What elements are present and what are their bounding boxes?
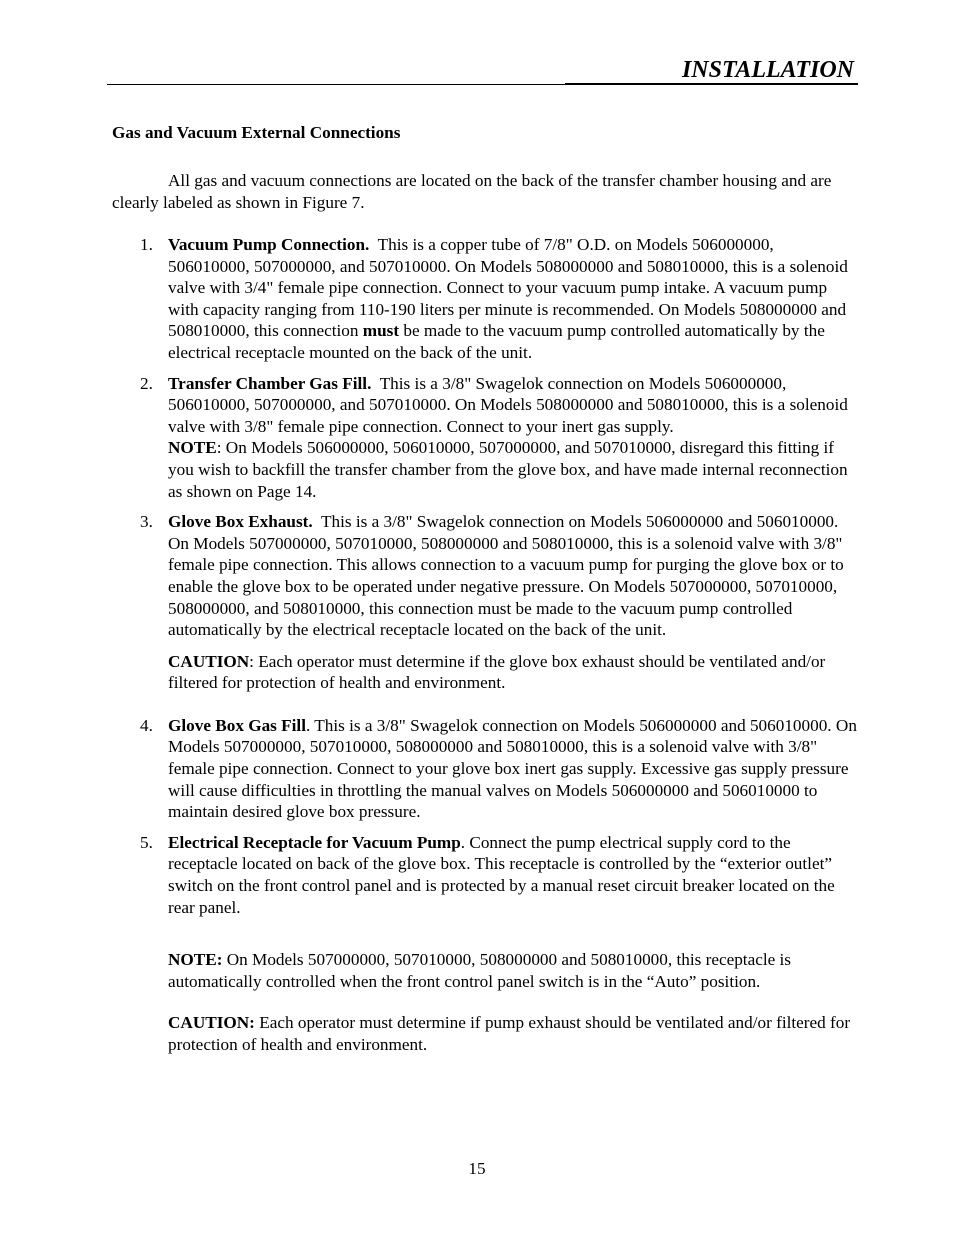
list-item-number: 1.: [140, 235, 153, 254]
note-paragraph: [168, 949, 857, 992]
list-item-glove-box-gas-fill: [112, 715, 857, 823]
item-emphasis: must: [362, 321, 400, 341]
note-label: NOTE:: [168, 950, 223, 970]
caution-paragraph: [168, 1012, 857, 1055]
caution-text: Each operator must determine if pump exhaust should be ventilated and/or filtered for protection of health and environment.: [168, 1013, 851, 1054]
caution-paragraph: [168, 651, 857, 694]
caution-label: CAUTION: [168, 651, 250, 671]
item-text: This is a 3/8" Swagelok connection on Models 506000000 and 506010000. On Models 507000000, 507010000, 508000000 and 508010000, this is a solenoid valve with 3/8" female pipe connection. This allows connection to a vacuum pump for purging the glove box or to enable the glove box to be operated under negative pressure. On Models 507000000, 507010000, 508000000, and 508010000, this connection must be made to the vacuum pump controlled automatically by the electrical receptacle located on the back of the unit.: [168, 512, 844, 640]
list-item-number: 5.: [140, 832, 153, 852]
item-body: [168, 715, 857, 823]
list-item-number: 3.: [140, 512, 153, 532]
list-item-transfer-chamber-gas-fill: [112, 373, 857, 503]
intro-paragraph: All gas and vacuum connections are located on the back of the transfer chamber housing and are clearly labeled as shown in Figure 7.: [112, 171, 832, 212]
section-heading: Gas and Vacuum External Connections: [112, 123, 401, 142]
item-text-continued: be made to the vacuum pump controlled automatically by the electrical receptacle mounted on the back of the unit.: [168, 321, 825, 362]
note-text: On Models 507000000, 507010000, 508000000 and 508010000, this receptacle is automatically controlled when the front control panel switch is in the “Auto” position.: [168, 950, 791, 991]
item-title: Electrical Receptacle for Vacuum Pump: [168, 832, 461, 852]
item-text: This is a copper tube of 7/8" O.D. on Models 506000000, 506010000, 507000000, and 507010000. On Models 508000000 and 508010000, this is a solenoid valve with 3/4" female pipe connection. Connect to your vacuum pump intake. A vacuum pump with capacity ranging from 110-190 liters per minute is recommended. On Models 508000000 and 508010000, this connection: [168, 235, 848, 341]
caution-text: : Each operator must determine if the glove box exhaust should be ventilated and/or filtered for protection of health and environment.: [168, 651, 826, 693]
page-number: 15: [468, 1159, 486, 1178]
list-item-electrical-receptacle: [112, 832, 857, 1056]
caution-label: CAUTION:: [168, 1013, 255, 1033]
item-text: This is a 3/8" Swagelok connection on Models 506000000, 506010000, 507000000, and 507010000. On Models 508000000 and 508010000, this is a solenoid valve with 3/8" female pipe connection. Connect to your inert gas supply.: [168, 373, 848, 436]
item-title: Vacuum Pump Connection.: [168, 235, 370, 254]
list-item-vacuum-pump-connection: [112, 234, 857, 364]
item-body: [168, 234, 857, 364]
header-rule-accent: [565, 83, 858, 85]
item-text: . Connect the pump electrical supply cord to the receptacle located on back of the glove box. This receptacle is controlled by the “exterior outlet” switch on the front control panel and is protected by a manual reset circuit breaker located on the rear panel.: [168, 832, 835, 917]
note-label: NOTE: [168, 438, 217, 458]
item-text: . This is a 3/8" Swagelok connection on Models 506000000 and 506010000. On Models 507000000, 507010000, 508000000 and 508010000, this is a solenoid valve with 3/8" female pipe connection. Connect to your glove box inert gas supply. Excessive gas supply pressure will cause difficulties in throttling the manual valves on Models 506000000 and 506010000 to maintain desired glove box pressure.: [168, 715, 857, 822]
item-body: [168, 832, 857, 918]
item-title: Transfer Chamber Gas Fill.: [168, 373, 372, 393]
item-body: [168, 373, 857, 503]
list-item-number: 4.: [140, 715, 153, 735]
header-title: INSTALLATION: [681, 57, 854, 83]
note-text: : On Models 506000000, 506010000, 507000000, and 507010000, disregard this fitting if you wish to backfill the transfer chamber from the glove box, and have made internal reconnection as shown on Page 14.: [168, 438, 848, 501]
item-body: [168, 511, 857, 641]
list-item-number: 2.: [140, 373, 153, 393]
item-title: Glove Box Exhaust.: [168, 512, 313, 532]
item-title: Glove Box Gas Fill: [168, 715, 306, 735]
connection-list: [112, 234, 857, 1065]
list-item-glove-box-exhaust: [112, 511, 857, 694]
